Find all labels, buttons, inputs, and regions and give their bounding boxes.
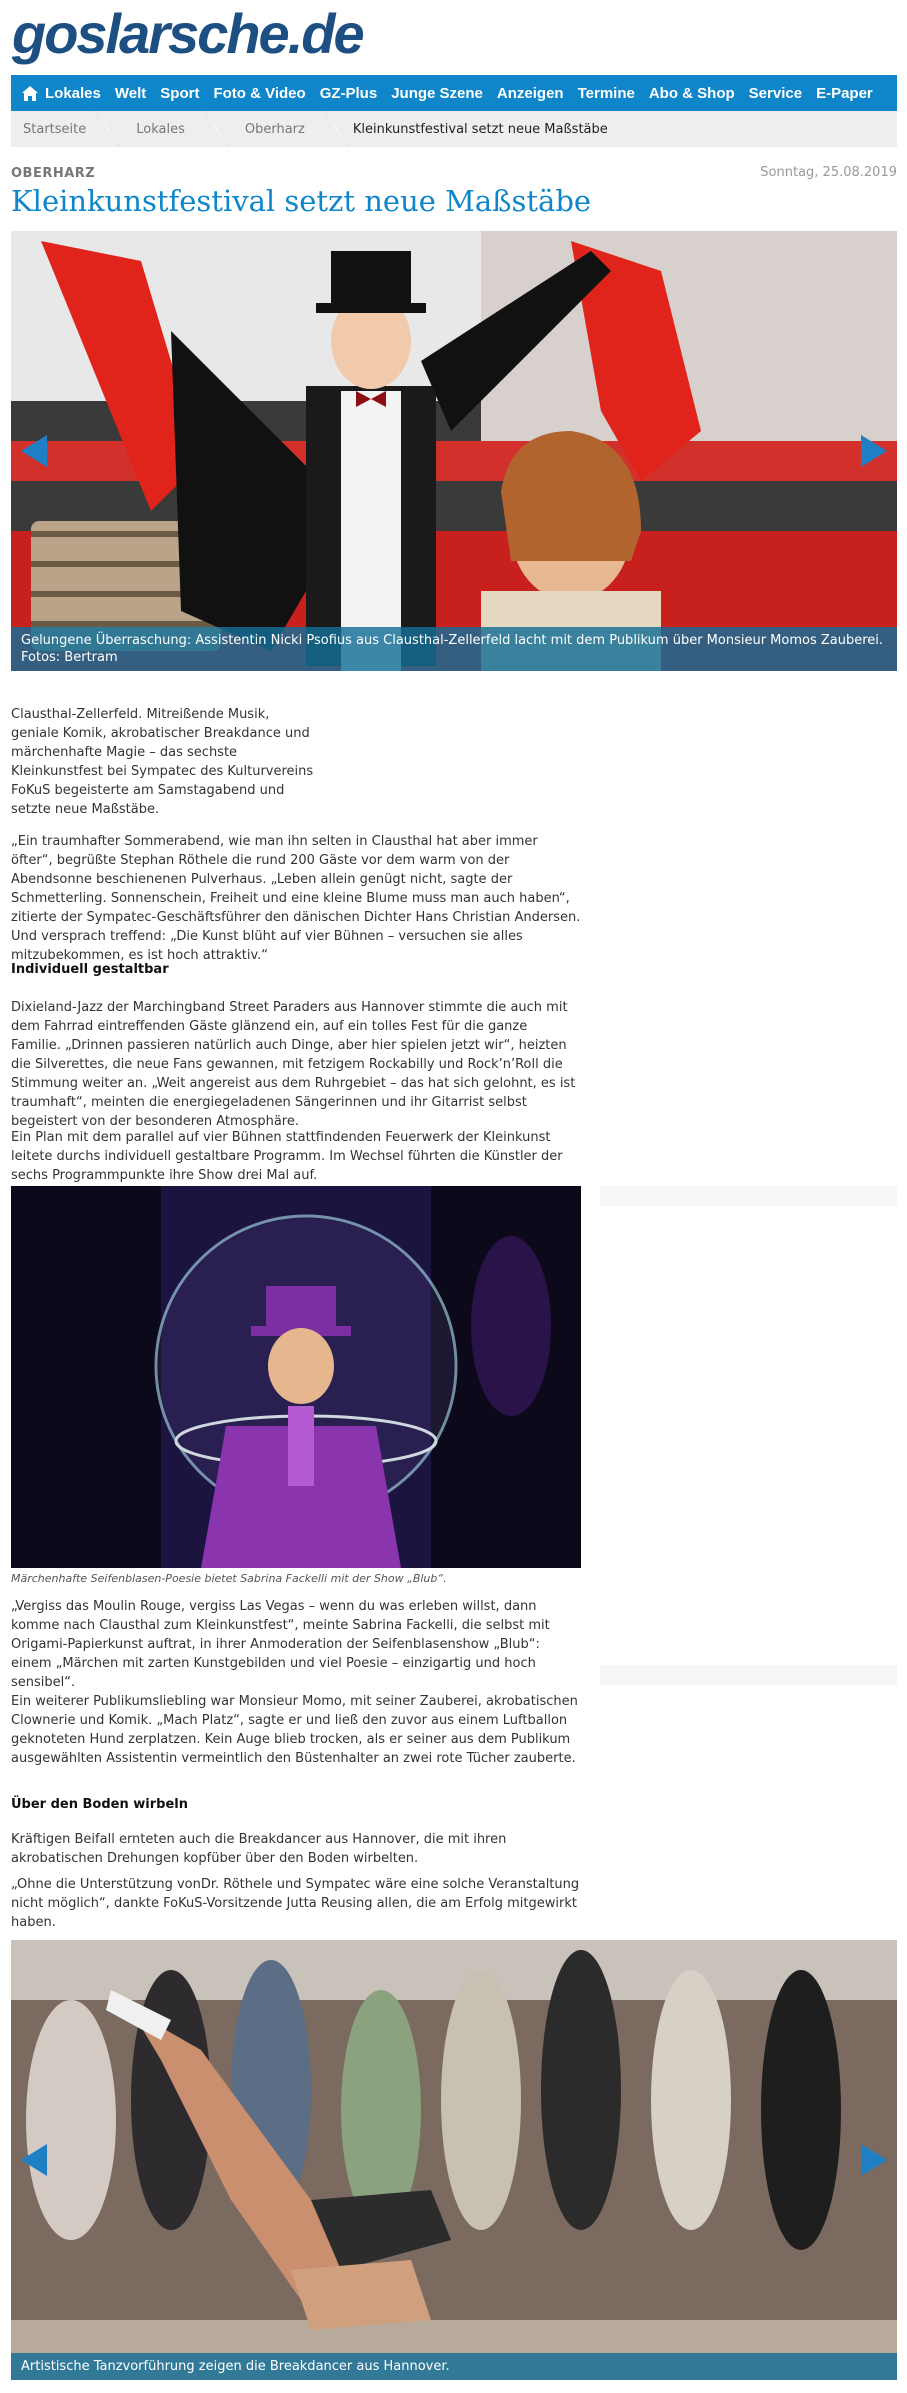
photo-gallery-bottom — [11, 1940, 897, 2380]
sidebar-ad-placeholder — [600, 1665, 897, 1685]
article-lead: Clausthal-Zellerfeld. Mitreißende Musik, geniale Komik, akrobatischer Breakdance und märchenhafte Magie – das sechste Kleinkunstfest bei Sympatec des Kulturvereins FoKuS begeisterte am Samstagabend und setzte neue Maßstäbe. — [11, 707, 314, 817]
gallery-next-button[interactable] — [859, 2142, 889, 2178]
gallery-next-button[interactable] — [859, 433, 889, 469]
inline-photo-bubble-show — [11, 1186, 581, 1568]
nav-item-lokales[interactable] — [11, 75, 108, 111]
page-title: Kleinkunstfestival setzt neue Maßstäbe — [11, 184, 592, 218]
article-paragraph: Ein weiterer Publikumsliebling war Monsieur Momo, mit seiner Zauberei, akrobatischen Clownerie und Komik. „Mach Platz“, sagte er und ließ den zuvor aus einem Luftballon geknoteten Hund zerplatzen. Kein Auge blieb trocken, als er seiner aus dem Publikum ausgewählten Assistentin vermeintlich den Büstenhalter an zwei rote Tücher zauberte. — [11, 1694, 578, 1766]
breadcrumb-startseite[interactable]: Startseite — [11, 111, 114, 147]
nav-item-welt[interactable]: Welt — [114, 84, 147, 102]
nav-item-gz-plus[interactable]: GZ-Plus — [319, 84, 378, 102]
article-paragraph: „Vergiss das Moulin Rouge, vergiss Las Vegas – wenn du was erleben willst, dann komme nach Clausthal zum Kleinkunstfest“, meinte Sabrina Fackelli, die selbst mit Origami-Papierkunst auftrat, in ihrer Anmoderation der Seifenblasenshow „Blub“: einem „Märchen mit zarten Kunstgebilden und viel Poesie – einzigartig und hoch sensibel“. — [11, 1599, 550, 1690]
gallery-prev-button[interactable] — [19, 433, 49, 469]
photo-gallery-top — [11, 231, 897, 671]
inline-photo-caption: Märchenhafte Seifenblasen-Poesie bietet Sabrina Fackelli mit der Show „Blub“. — [11, 1572, 447, 1585]
nav-item-foto-video[interactable]: Foto & Video — [213, 84, 306, 102]
breadcrumb-lokales[interactable]: Lokales — [114, 111, 223, 147]
arrow-left-icon — [19, 2142, 49, 2178]
nav-item-sport[interactable]: Sport — [160, 84, 200, 102]
article-paragraph: „Ohne die Unterstützung vonDr. Röthele und Sympatec wäre eine solche Veranstaltung nicht möglich“, dankte FoKuS-Vorsitzende Jutta Reusing allen, die am Erfolg mitgewirkt haben. — [11, 1877, 580, 1930]
breadcrumb — [11, 111, 897, 147]
sidebar-ad-placeholder — [600, 1186, 897, 1206]
photo-bubble-artist — [11, 1186, 581, 1568]
arrow-left-icon — [19, 433, 49, 469]
gallery-caption: Artistische Tanzvorführung zeigen die Breakdancer aus Hannover. — [11, 2353, 897, 2380]
gallery-photo-breakdancer — [11, 1940, 897, 2380]
gallery-caption: Gelungene Überraschung: Assistentin Nicki Psofius aus Clausthal-Zellerfeld lacht mit dem Publikum über Monsieur Momos Zauberei. Fotos: Bertram — [11, 627, 897, 671]
article-date: Sonntag, 25.08.2019 — [760, 165, 897, 180]
article-subheading: Individuell gestaltbar — [11, 962, 169, 977]
nav-item-service[interactable]: Service — [748, 84, 803, 102]
nav-item-anzeigen[interactable]: Anzeigen — [496, 84, 564, 102]
article-subheading: Über den Boden wirbeln — [11, 1797, 188, 1812]
arrow-right-icon — [859, 433, 889, 469]
gallery-prev-button[interactable] — [19, 2142, 49, 2178]
nav-item-abo-shop[interactable]: Abo & Shop — [648, 84, 735, 102]
gallery-photo-magician — [11, 231, 897, 671]
article-kicker: OBERHARZ — [11, 166, 96, 181]
nav-label: Lokales — [45, 84, 101, 102]
arrow-right-icon — [859, 2142, 889, 2178]
article-paragraph: Kräftigen Beifall ernteten auch die Breakdancer aus Hannover, die mit ihren akrobatischen Drehungen kopfüber über den Boden wirbelten. — [11, 1832, 507, 1866]
breadcrumb-current: Kleinkunstfestival setzt neue Maßstäbe — [352, 121, 608, 137]
article-paragraph: Ein Plan mit dem parallel auf vier Bühnen stattfindenden Feuerwerk der Kleinkunst leitete durchs individuell gestaltbare Programm. Im Wechsel führten die Künstler der sechs Programmpunkte ihre Show drei Mal auf. — [11, 1130, 563, 1183]
home-icon — [21, 85, 39, 102]
breadcrumb-oberharz[interactable]: Oberharz — [223, 111, 343, 147]
nav-item-junge-szene[interactable]: Junge Szene — [391, 84, 483, 102]
article-paragraph: Dixieland-Jazz der Marchingband Street Paraders aus Hannover stimmte die auch mit dem Fahrrad eintreffenden Gäste glänzend ein, auf ein tolles Fest für die ganze Familie. „Drinnen passieren natürlich auch Dinge, aber hier spielen jetzt wir“, heizten die Silverettes, die neue Fans gewannen, mit fetzigem Rockabilly und Rock’n’Roll die Stimmung weiter an. „Weit angereist aus dem Ruhrgebiet – das hat sich gelohnt, es ist traumhaft“, meinten die energiegeladenen Sängerinnen und ihr Gitarrist selbst begeistert von der besonderen Atmosphäre. — [11, 1000, 576, 1129]
nav-item-e-paper[interactable]: E-Paper — [816, 84, 873, 102]
site-logo[interactable]: goslarsche.de — [12, 2, 363, 65]
nav-item-termine[interactable]: Termine — [577, 84, 635, 102]
main-navigation — [11, 75, 897, 111]
article-paragraph: „Ein traumhafter Sommerabend, wie man ihn selten in Clausthal hat aber immer öfter“, begrüßte Stephan Röthele die rund 200 Gäste vor dem warm von der Abendsonne beschienenen Pulverhaus. „Leben allein genügt nicht, sagte der Schmetterling. Sonnenschein, Freiheit und eine kleine Blume muss man auch haben“, zitierte der Sympatec-Geschäftsführer den dänischen Dichter Hans Christian Andersen. Und versprach treffend: „Die Kunst blüht auf vier Bühnen – versuchen sie alles mitzubekommen, es ist hoch attraktiv.“ — [11, 834, 581, 963]
